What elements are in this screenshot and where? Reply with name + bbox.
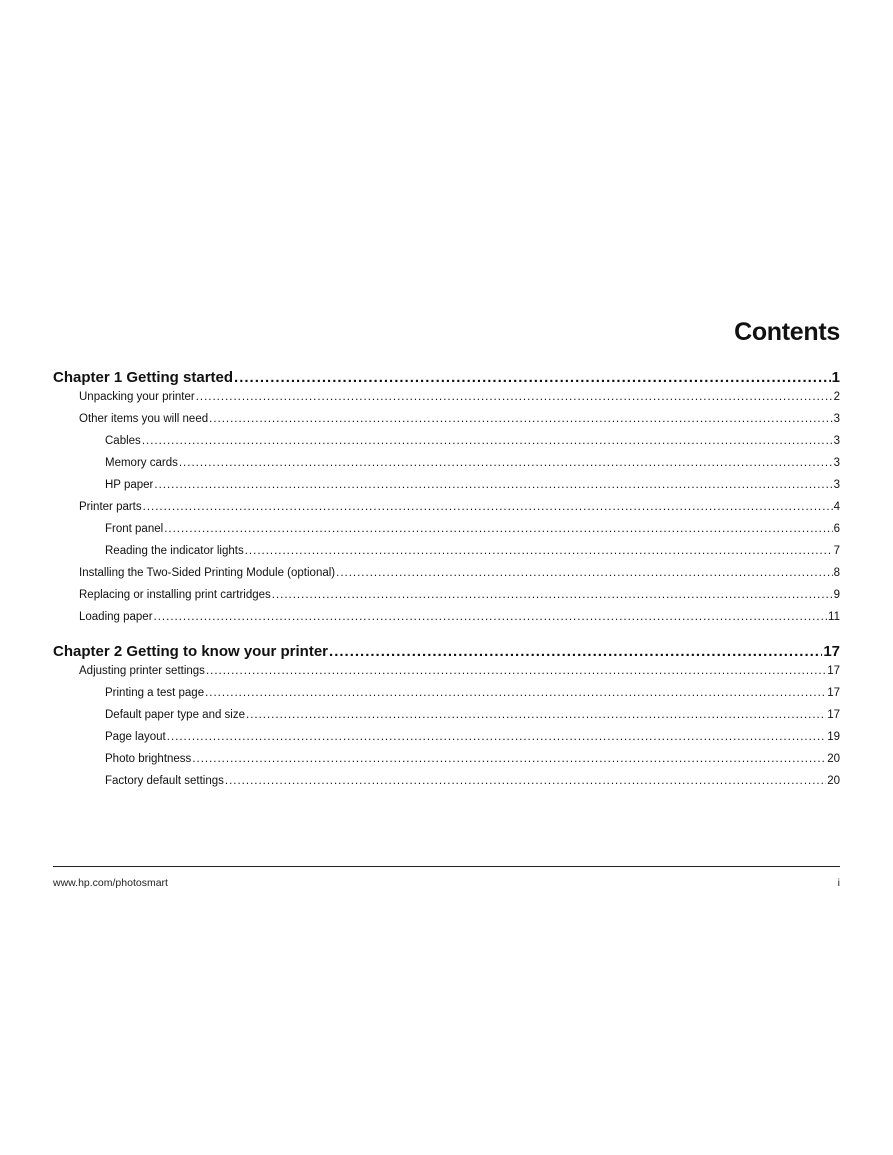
- dot-leader: [179, 458, 833, 470]
- toc-entry-label: Page layout: [105, 731, 166, 743]
- toc-entry-label: Reading the indicator lights: [105, 545, 244, 557]
- dot-leader: [164, 524, 832, 536]
- dot-leader: [272, 590, 833, 602]
- toc-page-number: 17: [823, 643, 840, 660]
- toc-entry-label: Unpacking your printer: [79, 391, 195, 403]
- toc-entry-cables[interactable]: [53, 435, 840, 457]
- toc-entry-label: Replacing or installing print cartridges: [79, 589, 271, 601]
- toc-page-number: 2: [833, 391, 840, 403]
- toc-page-number: 19: [827, 731, 840, 743]
- toc-entry-loading-paper[interactable]: [53, 611, 840, 633]
- toc-entry-unpacking-your-printer[interactable]: [53, 391, 840, 413]
- toc-entry-other-items[interactable]: [53, 413, 840, 435]
- toc-entry-default-paper[interactable]: [53, 709, 840, 731]
- toc-entry-label: HP paper: [105, 479, 154, 491]
- dot-leader: [154, 480, 832, 492]
- dot-leader: [329, 644, 822, 659]
- toc-entry-label: Installing the Two-Sided Printing Module (optional): [79, 567, 336, 579]
- toc-page-number: 3: [833, 413, 840, 425]
- toc-page-number: 17: [827, 687, 840, 699]
- toc-entry-front-panel[interactable]: [53, 523, 840, 545]
- toc-entry-label: Front panel: [105, 523, 164, 535]
- toc-page-number: 17: [827, 709, 840, 721]
- toc-page-number: 7: [833, 545, 840, 557]
- toc-page-number: 6: [833, 523, 840, 535]
- dot-leader: [205, 688, 826, 700]
- dot-leader: [142, 436, 833, 448]
- footer-divider: [53, 866, 840, 867]
- toc-page-number: 17: [827, 665, 840, 677]
- page-title: Contents: [734, 318, 840, 346]
- toc-entry-adjusting-settings[interactable]: [53, 665, 840, 687]
- toc-entry-label: Photo brightness: [105, 753, 192, 765]
- toc-entry-label: Default paper type and size: [105, 709, 246, 721]
- table-of-contents: [53, 366, 840, 797]
- dot-leader: [167, 732, 826, 744]
- toc-page-number: 20: [827, 753, 840, 765]
- footer-page-number: i: [837, 877, 840, 889]
- toc-page-number: 8: [833, 567, 840, 579]
- toc-entry-label: Adjusting printer settings: [79, 665, 205, 677]
- toc-entry-memory-cards[interactable]: [53, 457, 840, 479]
- toc-entry-page-layout[interactable]: [53, 731, 840, 753]
- toc-entry-label: Printing a test page: [105, 687, 205, 699]
- toc-entry-label: Loading paper: [79, 611, 153, 623]
- toc-page-number: 20: [827, 775, 840, 787]
- dot-leader: [336, 568, 832, 580]
- dot-leader: [192, 754, 826, 766]
- dot-leader: [225, 776, 826, 788]
- toc-entry-label: Factory default settings: [105, 775, 224, 787]
- footer-url: www.hp.com/photosmart: [53, 877, 168, 889]
- toc-page-number: 1: [831, 369, 840, 386]
- toc-page-number: 11: [828, 611, 840, 623]
- toc-entry-photo-brightness[interactable]: [53, 753, 840, 775]
- dot-leader: [154, 612, 828, 624]
- toc-entry-label: Cables: [105, 435, 141, 447]
- toc-entry-printer-parts[interactable]: [53, 501, 840, 523]
- toc-entry-two-sided-module[interactable]: [53, 567, 840, 589]
- toc-page-number: 3: [833, 479, 840, 491]
- toc-entry-label: Memory cards: [105, 457, 178, 469]
- dot-leader: [143, 502, 833, 514]
- dot-leader: [245, 546, 833, 558]
- dot-leader: [234, 370, 831, 385]
- toc-entry-label: Other items you will need: [79, 413, 209, 425]
- toc-page-number: 3: [833, 435, 840, 447]
- dot-leader: [196, 392, 833, 404]
- toc-entry-print-cartridges[interactable]: [53, 589, 840, 611]
- toc-page-number: 4: [833, 501, 840, 513]
- toc-entry-hp-paper[interactable]: [53, 479, 840, 501]
- toc-page-number: 3: [833, 457, 840, 469]
- dot-leader: [209, 414, 832, 426]
- toc-entry-factory-defaults[interactable]: [53, 775, 840, 797]
- toc-chapter-label: Chapter 1 Getting started: [53, 369, 234, 386]
- dot-leader: [246, 710, 826, 722]
- toc-entry-label: Printer parts: [79, 501, 142, 513]
- toc-chapter-label: Chapter 2 Getting to know your printer: [53, 643, 329, 660]
- toc-entry-test-page[interactable]: [53, 687, 840, 709]
- toc-chapter-2[interactable]: [53, 643, 840, 665]
- toc-chapter-1[interactable]: [53, 369, 840, 391]
- dot-leader: [206, 666, 826, 678]
- toc-page-number: 9: [833, 589, 840, 601]
- toc-entry-indicator-lights[interactable]: [53, 545, 840, 567]
